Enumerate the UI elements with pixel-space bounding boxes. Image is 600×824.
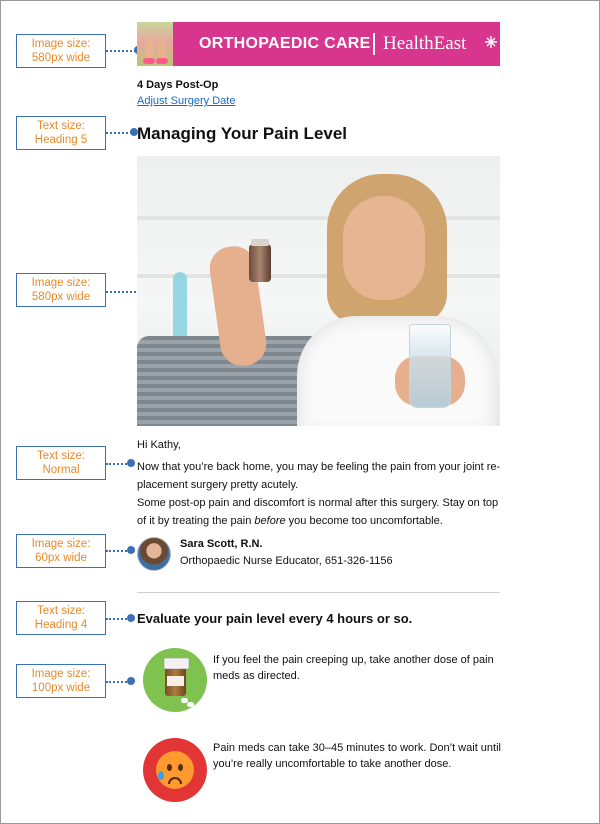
header-banner — [137, 22, 500, 66]
annotation-leader — [106, 50, 136, 52]
annotation-avatar-image-size: Image size: 60px wide — [16, 534, 106, 568]
tip-take-dose: If you feel the pain creeping up, take another dose of pain meds as directed. — [213, 654, 494, 682]
paragraph-intro: Now that you’re back home, you may be feeling the pain from your joint re-placement surgery pretty acutely. — [137, 461, 501, 491]
pill-bottle-shape — [249, 244, 271, 282]
nurse-avatar — [137, 537, 171, 571]
nurse-name: Sara Scott, R.N. — [180, 538, 263, 550]
section-heading: Evaluate your pain level every 4 hours or so. — [137, 611, 413, 626]
annotation-leader — [106, 291, 140, 293]
annotation-normal-text-size: Text size: Normal — [16, 446, 106, 480]
advice-text-end: you become too uncomfortable. — [285, 515, 443, 527]
nurse-role-phone: Orthopaedic Nurse Educator, 651-326-1156 — [180, 555, 393, 567]
annotation-icon-image-size: Image size: 100px wide — [16, 664, 106, 698]
adjust-surgery-date-link[interactable]: Adjust Surgery Date — [137, 95, 236, 107]
post-op-day: 4 Days Post-Op — [137, 79, 219, 91]
hero-photo — [137, 156, 500, 426]
banner-separator — [373, 33, 375, 55]
brand-name: HealthEast — [383, 33, 467, 54]
sad-face-icon — [143, 738, 207, 802]
water-glass-shape — [409, 324, 451, 408]
annotation-heading5-text-size: Text size: Heading 5 — [16, 116, 106, 150]
advice-emphasis: before — [254, 515, 286, 527]
annotation-dot — [127, 614, 135, 622]
annotation-banner-image-size: Image size: 580px wide — [16, 34, 106, 68]
annotation-dot — [127, 546, 135, 554]
pill-bottle-icon — [143, 648, 207, 712]
banner-title: ORTHOPAEDIC CARE — [199, 35, 371, 52]
annotation-heading4-text-size: Text size: Heading 4 — [16, 601, 106, 635]
annotation-photo-image-size: Image size: 580px wide — [16, 273, 106, 307]
banner-runner-photo — [137, 22, 173, 66]
healtheast-logo-icon — [484, 35, 498, 49]
section-divider — [137, 592, 500, 593]
page-title: Managing Your Pain Level — [137, 124, 348, 143]
annotation-dot — [127, 459, 135, 467]
advice-text-start: Some post-op pain and discomfort is normal after this surgery. Stay on top of it by treating the pain — [137, 497, 499, 527]
tip-wait-time: Pain meds can take 30–45 minutes to work. Don’t wait until you’re really uncomfortable to take another dose. — [213, 742, 501, 770]
greeting: Hi Kathy, — [137, 439, 181, 451]
paragraph-advice — [137, 494, 507, 530]
woman-face-shape — [343, 196, 425, 300]
vase-shape — [173, 272, 187, 342]
annotation-dot — [127, 677, 135, 685]
